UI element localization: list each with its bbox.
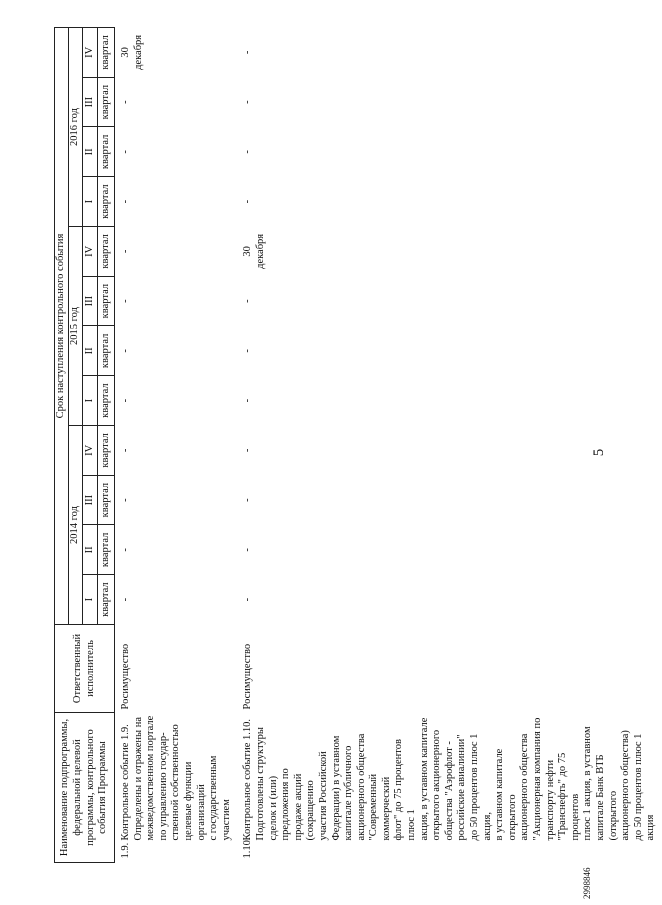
- header-quarter-word: квартал: [98, 475, 115, 525]
- header-quarter-word: квартал: [98, 326, 115, 376]
- header-quarter-word: квартал: [98, 575, 115, 625]
- header-quarter-word: квартал: [98, 426, 115, 476]
- deadline-cell: -: [242, 398, 254, 403]
- deadline-cell: -: [120, 150, 131, 154]
- deadline-cell: -: [120, 548, 131, 552]
- header-quarter-numeral: III: [83, 475, 98, 525]
- deadline-cell: 30 декабря: [120, 34, 144, 70]
- executor-cell: Росимущество: [242, 643, 254, 710]
- header-year-2015: 2015 год: [69, 227, 83, 426]
- header-quarter-numeral: II: [83, 326, 98, 376]
- header-year-2016: 2016 год: [69, 27, 83, 226]
- header-quarter-numeral: II: [83, 127, 98, 177]
- header-quarter-numeral: II: [83, 525, 98, 575]
- header-quarter-numeral: IV: [83, 27, 98, 77]
- document-id: 2998846: [582, 867, 592, 899]
- deadline-cell: -: [242, 548, 254, 552]
- event-description-cell: [115, 713, 238, 863]
- deadline-cell: -: [242, 299, 254, 303]
- header-quarter-word: квартал: [98, 127, 115, 177]
- event-description: Контрольное событие 1.10. Подготовлены структуры сделок и (или) предложения по продаже акций (сокращению участия Российской Федерации) в уставном капитале публичного акционерного общества "Современный коммерческий флот" до 75 процентов плюс 1 акция, в уставном капитале открытого акционерного общества "Аэрофлот - российские авиалинии" до 50 процентов плюс 1 акция, в уставном капитале открытого акционерного общества "Акционерная компания по транспорту нефти "Транснефть" до 75 процентов плюс 1 акция, в уставном капитале Банк ВТБ (открытого акционерного общества) до 50 процентов плюс 1 акция: [242, 717, 657, 841]
- header-quarter-word: квартал: [98, 77, 115, 127]
- header-quarter-numeral: III: [83, 276, 98, 326]
- event-number: 1.9.: [120, 842, 131, 859]
- header-quarter-numeral: III: [83, 77, 98, 127]
- table-body: [115, 27, 662, 862]
- table-row: [115, 27, 238, 862]
- header-quarter-numeral: IV: [83, 227, 98, 277]
- header-quarter-word: квартал: [98, 276, 115, 326]
- table-row: [237, 27, 662, 862]
- header-executor-column: Ответственный исполнитель: [55, 625, 115, 713]
- deadline-cell: -: [120, 199, 131, 204]
- header-deadline-group: Срок наступления контрольного события: [55, 27, 69, 624]
- deadline-cell: -: [242, 100, 254, 104]
- executor-cell: Росимущество: [120, 643, 131, 710]
- deadline-cell: -: [120, 100, 131, 104]
- control-events-table: [54, 27, 662, 863]
- event-number: 1.10.: [242, 837, 254, 859]
- deadline-cell: -: [120, 597, 131, 602]
- deadline-cell: -: [242, 448, 254, 453]
- deadline-cell: -: [120, 349, 131, 353]
- header-quarter-word: квартал: [98, 525, 115, 575]
- deadline-cell: -: [242, 597, 254, 602]
- header-quarter-word: квартал: [98, 376, 115, 426]
- header-quarter-numeral: IV: [83, 426, 98, 476]
- header-quarter-numeral: I: [83, 177, 98, 227]
- page-number: 5: [591, 448, 607, 457]
- header-year-2014: 2014 год: [69, 426, 83, 625]
- deadline-cell: -: [242, 349, 254, 353]
- header-quarter-word: квартал: [98, 227, 115, 277]
- event-description: Контрольное событие 1.9. Определены и отражены на межведомственном портале по управлению государ- ственной собственностью целевые функции организаций с государственным участием: [120, 715, 232, 841]
- table-header: [55, 27, 115, 862]
- deadline-cell: -: [120, 498, 131, 502]
- deadline-cell: -: [120, 249, 131, 254]
- header-quarter-word: квартал: [98, 177, 115, 227]
- header-name-column: Наименование подпрограммы, федеральной целевой программы, контрольного события Программы: [55, 713, 115, 863]
- deadline-cell: 30 декабря: [242, 233, 266, 269]
- header-quarter-numeral: I: [83, 575, 98, 625]
- deadline-cell: -: [120, 398, 131, 403]
- deadline-cell: -: [120, 448, 131, 453]
- deadline-cell: -: [242, 498, 254, 502]
- deadline-cell: -: [120, 299, 131, 303]
- header-quarter-numeral: I: [83, 376, 98, 426]
- header-quarter-word: квартал: [98, 27, 115, 77]
- event-description-cell: [237, 713, 662, 863]
- deadline-cell: -: [242, 50, 254, 55]
- deadline-cell: -: [242, 150, 254, 154]
- deadline-cell: -: [242, 199, 254, 204]
